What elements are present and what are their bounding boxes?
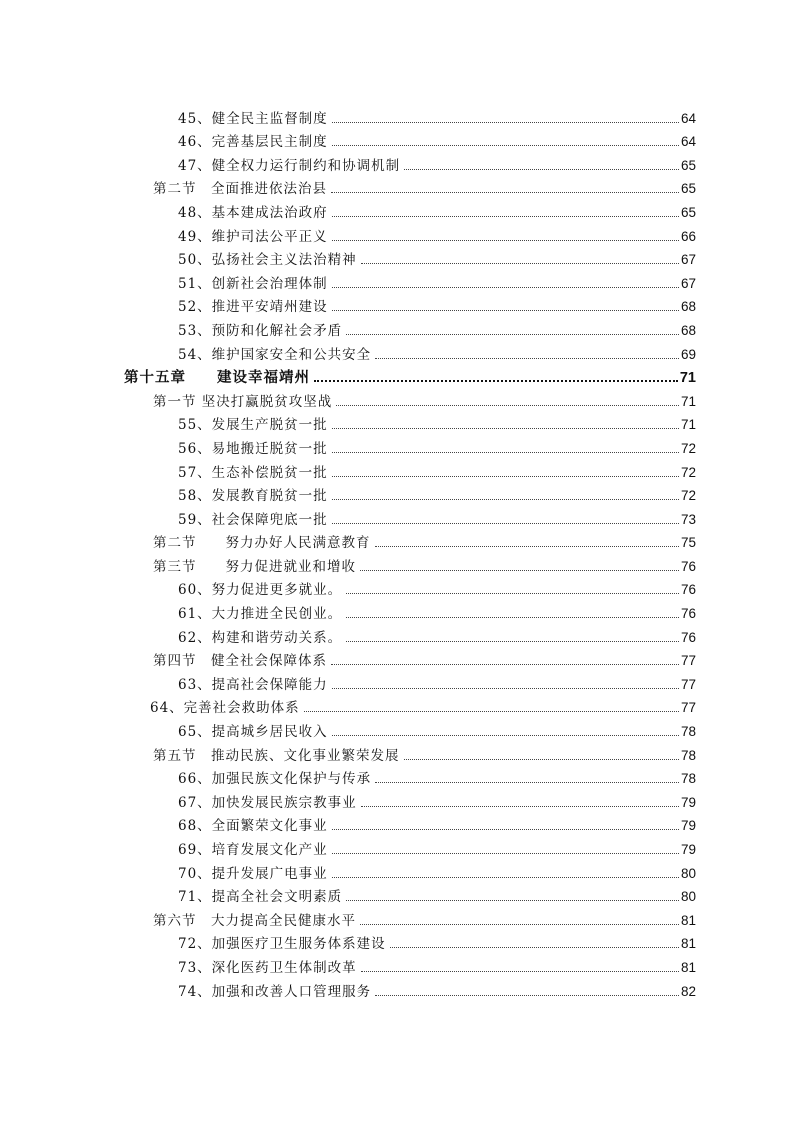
toc-item-entry[interactable] [0,575,793,599]
toc-entry-title: 62、构建和谐劳动关系。 [178,629,343,646]
toc-item-entry[interactable] [0,410,793,434]
toc-entry-title: 73、深化医药卫生体制改革 [178,959,357,976]
toc-entry-title: 50、弘扬社会主义法治精神 [178,252,357,269]
toc-section-entry[interactable] [0,740,793,764]
dot-leader [332,522,679,524]
dot-leader [375,781,679,783]
dot-leader [332,309,679,311]
dot-leader [331,191,679,193]
toc-item-entry[interactable] [0,764,793,788]
toc-page-number: 80 [680,865,696,881]
toc-entry-title: 55、发展生产脱贫一批 [178,417,328,434]
toc-page-number: 75 [680,535,696,551]
dot-leader [346,616,679,618]
toc-item-entry[interactable] [0,669,793,693]
toc-entry-title: 68、全面繁荣文化事业 [178,818,328,835]
toc-entry-title: 58、发展教育脱贫一批 [178,488,328,505]
toc-page-number: 77 [680,700,696,716]
toc-item-entry[interactable] [0,457,793,481]
toc-page-number: 78 [680,771,696,787]
toc-page-number: 66 [680,228,696,244]
toc-page-number: 65 [680,204,696,220]
dot-leader [332,852,679,854]
dot-leader [332,475,679,477]
dot-leader [332,687,679,689]
toc-entry-title: 52、推进平安靖州建设 [178,299,328,316]
toc-page-number: 71 [679,370,696,387]
table-of-contents [0,103,793,1000]
toc-entry-title: 第二节 努力办好人民满意教育 [153,535,371,552]
toc-item-entry[interactable] [0,787,793,811]
toc-item-entry[interactable] [0,127,793,151]
toc-entry-title: 59、社会保障兜底一批 [178,511,328,528]
toc-entry-title: 61、大力推进全民创业。 [178,606,343,623]
toc-item-entry[interactable] [0,858,793,882]
toc-entry-title: 46、完善基层民主制度 [178,134,328,151]
toc-entry-title: 67、加快发展民族宗教事业 [178,794,357,811]
toc-entry-title: 72、加强医疗卫生服务体系建设 [178,936,386,953]
toc-page-number: 64 [680,134,696,150]
toc-page-number: 78 [680,724,696,740]
toc-entry-title: 第三节 努力促进就业和增收 [153,558,356,575]
toc-page-number: 73 [680,511,696,527]
toc-page-number: 76 [680,629,696,645]
dot-leader [332,876,679,878]
toc-entry-title: 48、基本建成法治政府 [178,204,328,221]
toc-entry-title: 第一节 坚决打赢脱贫攻坚战 [153,393,333,410]
toc-entry-title: 69、培育发展文化产业 [178,842,328,858]
toc-item-entry[interactable] [0,952,793,976]
toc-chapter-entry[interactable] [0,363,793,387]
dot-leader [332,427,679,429]
toc-entry-title: 47、健全权力运行制约和协调机制 [178,157,401,174]
toc-page-number: 77 [680,676,696,692]
toc-page-number: 78 [680,747,696,763]
toc-page-number: 81 [680,912,696,928]
toc-item-entry[interactable] [0,221,793,245]
dot-leader [361,805,679,807]
toc-item-entry[interactable] [0,292,793,316]
toc-page-number: 79 [680,794,696,810]
toc-page-number: 64 [680,110,696,126]
toc-entry-title: 71、提高全社会文明素质 [178,889,343,906]
toc-item-entry[interactable] [0,716,793,740]
toc-page-number: 76 [680,582,696,598]
dot-leader [390,946,679,948]
toc-item-entry[interactable] [0,693,793,717]
toc-page-number: 82 [680,983,696,999]
dot-leader [332,498,679,500]
toc-item-entry[interactable] [0,622,793,646]
toc-page-number: 67 [680,252,696,268]
toc-entry-title: 49、维护司法公平正义 [178,228,328,245]
toc-item-entry[interactable] [0,929,793,953]
toc-item-entry[interactable] [0,339,793,363]
dot-leader [332,144,679,146]
toc-item-entry[interactable] [0,811,793,835]
toc-item-entry[interactable] [0,882,793,906]
toc-item-entry[interactable] [0,433,793,457]
toc-entry-title: 66、加强民族文化保护与传承 [178,771,372,788]
dot-leader [346,592,679,594]
toc-section-entry[interactable] [0,551,793,575]
dot-leader [332,215,679,217]
toc-entry-title: 第十五章 建设幸福靖州 [124,369,310,387]
dot-leader [331,663,679,665]
toc-page-number: 79 [680,842,696,857]
toc-entry-title: 74、加强和改善人口管理服务 [178,983,372,1000]
toc-entry-title: 第六节 大力提高全民健康水平 [153,912,356,929]
toc-page-number: 81 [680,959,696,975]
dot-leader [332,828,679,830]
toc-entry-title: 60、努力促进更多就业。 [178,582,343,599]
dot-leader [332,286,679,288]
toc-entry-title: 57、生态补偿脱贫一批 [178,464,328,481]
toc-page-number: 72 [680,440,696,456]
toc-page-number: 71 [680,393,696,409]
toc-item-entry[interactable] [0,268,793,292]
toc-page-number: 72 [680,464,696,480]
toc-entry-title: 64、完善社会救助体系 [150,700,300,717]
dot-leader [361,970,679,972]
toc-section-entry[interactable] [0,528,793,552]
dot-leader [346,333,679,335]
toc-section-entry[interactable] [0,174,793,198]
toc-item-entry[interactable] [0,504,793,528]
toc-page-number: 68 [680,322,696,338]
dot-leader [404,758,679,760]
toc-item-entry[interactable] [0,481,793,505]
dot-leader [375,545,679,547]
dot-leader [304,710,679,712]
dot-leader [375,357,679,359]
dot-leader [360,923,679,925]
toc-page-number: 76 [680,606,696,622]
toc-entry-title: 第四节 健全社会保障体系 [153,653,327,670]
dot-leader [332,451,679,453]
toc-item-entry[interactable] [0,245,793,269]
dot-leader [404,168,679,170]
toc-page-number: 72 [680,488,696,504]
toc-item-entry[interactable] [0,834,793,858]
toc-item-entry[interactable] [0,103,793,127]
dot-leader [332,734,679,736]
toc-entry-title: 第五节 推动民族、文化事业繁荣发展 [153,747,400,764]
toc-entry-title: 56、易地搬迁脱贫一批 [178,440,328,457]
dot-leader [361,262,679,264]
toc-section-entry[interactable] [0,905,793,929]
toc-page-number: 80 [680,889,696,905]
dot-leader [332,239,679,241]
toc-section-entry[interactable] [0,646,793,670]
toc-item-entry[interactable] [0,315,793,339]
toc-page-number: 71 [680,417,696,433]
dot-leader [314,379,678,382]
toc-page-number: 76 [680,558,696,574]
toc-entry-title: 63、提高社会保障能力 [178,676,328,693]
toc-entry-title: 65、提高城乡居民收入 [178,724,328,741]
toc-entry-title: 70、提升发展广电事业 [178,865,328,882]
dot-leader [346,640,679,642]
toc-page-number: 65 [680,181,696,197]
toc-page-number: 79 [680,818,696,834]
toc-page-number: 81 [680,936,696,952]
toc-item-entry[interactable] [0,976,793,1000]
toc-page-number: 67 [680,275,696,291]
dot-leader [332,121,679,123]
toc-page-number: 69 [680,346,696,362]
toc-page-number: 68 [680,299,696,315]
toc-section-entry[interactable] [0,386,793,410]
toc-entry-title: 第二节 全面推进依法治县 [153,181,327,198]
toc-item-entry[interactable] [0,598,793,622]
toc-page-number: 77 [680,653,696,669]
dot-leader [360,569,679,571]
toc-item-entry[interactable] [0,150,793,174]
toc-entry-title: 45、健全民主监督制度 [178,110,328,127]
dot-leader [346,899,679,901]
toc-entry-title: 53、预防和化解社会矛盾 [178,322,343,339]
toc-page-number: 65 [680,157,696,173]
dot-leader [375,994,679,996]
toc-entry-title: 51、创新社会治理体制 [178,275,328,292]
toc-item-entry[interactable] [0,197,793,221]
toc-entry-title: 54、维护国家安全和公共安全 [178,346,372,363]
dot-leader [336,404,679,406]
